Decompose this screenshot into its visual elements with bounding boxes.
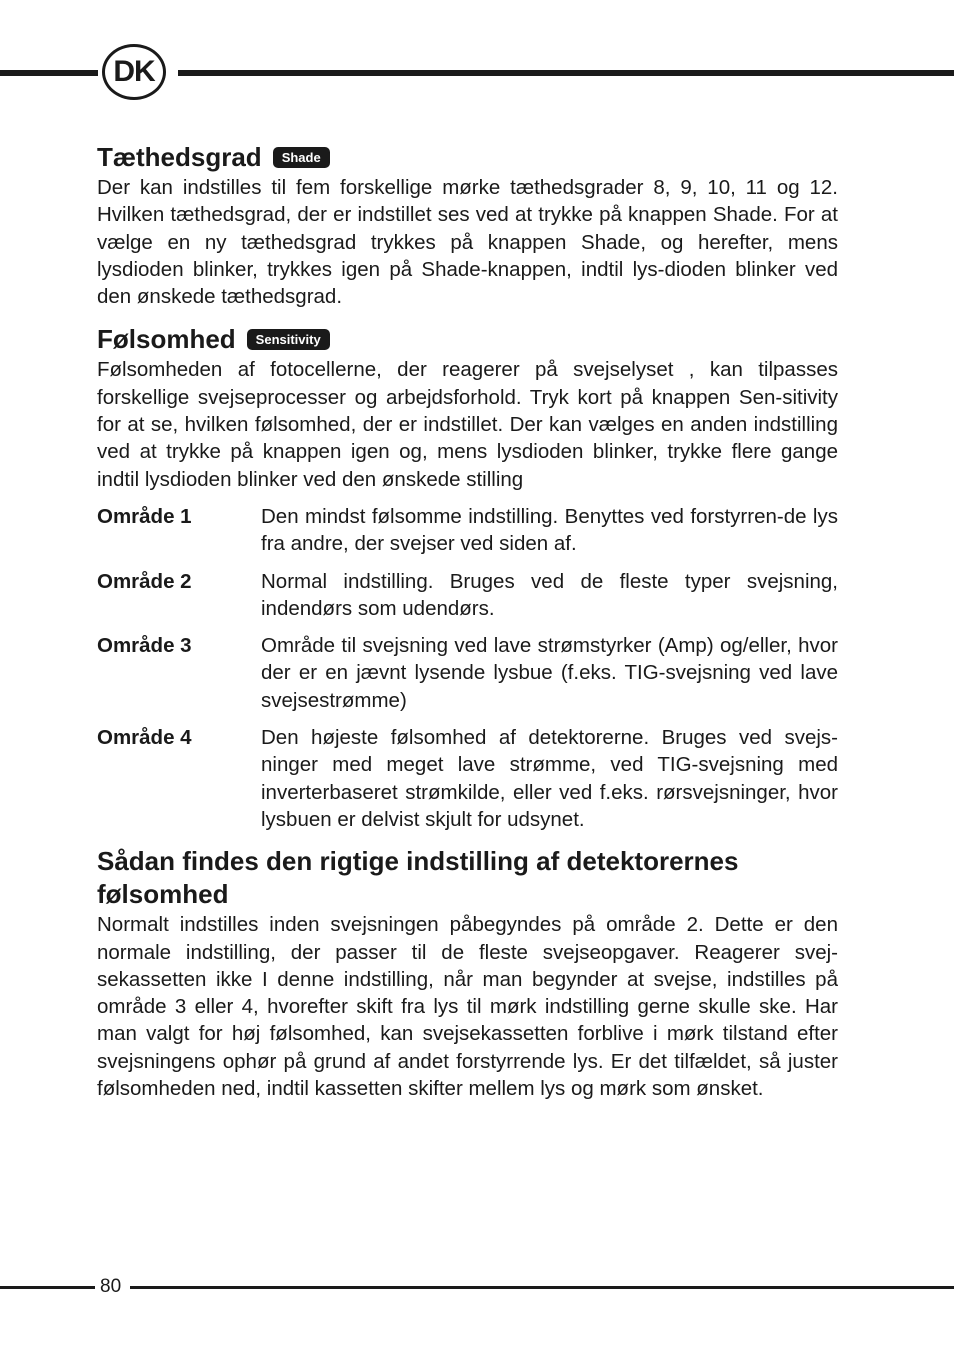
area-term: Område 4: [97, 726, 192, 750]
finding-paragraph: Normalt indstilles inden svejsningen påbegyndes på område 2. Dette er den normale indstilling, der passer til de fleste svejseopgaver. Reagerer svej-sekassetten ikke I denne indstilling, når man begynder at svejse, indstilles på område 3 eller 4, hvorefter skift fra lys til mørk indstilling gerne skulle ske. Har man valgt for høj følsomhed, kan svejsekassetten forblive i mørk tilstand efter svejsningens ophør på grund af andet forstyrrende lys. Er det tilfældet, så juster følsomheden ned, indtil kassetten skifter mellem lys og mørk som ønsket.: [97, 913, 838, 1101]
page-number: 80: [100, 1276, 122, 1297]
shade-button-label: Shade: [273, 147, 330, 168]
header-rule-left: [0, 70, 98, 76]
area-description: Den højeste følsomhed af detektorerne. Bruges ved svejs-ninger med meget lave strømme, ved TIG-svejsning med inverterbaseret strømkilde, eller ved f.eks. rørsvejsninger, hvor lysbuen er delvist skjult for udsynet.: [261, 726, 838, 831]
area-row: [97, 632, 838, 714]
density-paragraph: Der kan indstilles til fem forskellige mørke tæthedsgrader 8, 9, 10, 11 og 12. Hvilken tæthedsgrad, der er indstillet ses ved at trykke på knappen Shade. For at vælge en ny tæthedsgrad trykkes på knappen Shade, og herefter, mens lysdioden blinker, trykkes igen på Shade-knappen, indtil lys-dioden blinker ved den ønskede tæthedsgrad.: [97, 176, 838, 309]
section-title: Følsomhed: [97, 324, 236, 355]
area-term: Område 2: [97, 569, 192, 593]
area-term: Område 3: [97, 634, 192, 658]
footer-rule-right: [130, 1286, 954, 1289]
footer-rule-left: [0, 1286, 95, 1289]
sensitivity-paragraph: Følsomheden af fotocellerne, der reagerer på svejselyset , kan tilpasses forskellige svejseprocesser og arbejdsforhold. Tryk kort på knappen Sen-sitivity for at se, hvilken følsomhed, der er indstillet. Der kan vælges en anden indstilling ved at trykke på knappen igen og, mens lysdioden blinker, trykke flere gange indtil lysdioden blinker ved den ønskede stilling: [97, 358, 838, 491]
section-title: Tæthedsgrad: [97, 142, 262, 172]
area-row: [97, 568, 838, 623]
language-badge: DK: [102, 44, 166, 100]
header-rule-right: [178, 70, 954, 76]
area-term: Område 1: [97, 504, 192, 528]
area-description: Den mindst følsomme indstilling. Benyttes ved forstyrren-de lys fra andre, der svejser ved siden af.: [261, 504, 838, 556]
page-content: [97, 140, 838, 1102]
area-row: [97, 724, 838, 833]
area-description: Område til svejsning ved lave strømstyrker (Amp) og/eller, hvor der er en jævnt lysende lysbue (f.eks. TIG-svejsning ved lave svejsestrømme): [261, 634, 838, 712]
section-heading-sensitivity: [97, 322, 838, 356]
area-row: [97, 503, 838, 558]
sensitivity-button-label: Sensitivity: [247, 329, 330, 350]
area-description: Normal indstilling. Bruges ved de fleste typer svejsning, indendørs som udendørs.: [261, 569, 838, 620]
section-heading-finding: Sådan findes den rigtige indstilling af detektorernes følsomhed: [97, 846, 739, 910]
section-heading-density: [97, 140, 838, 174]
area-definition-list: [97, 503, 838, 833]
